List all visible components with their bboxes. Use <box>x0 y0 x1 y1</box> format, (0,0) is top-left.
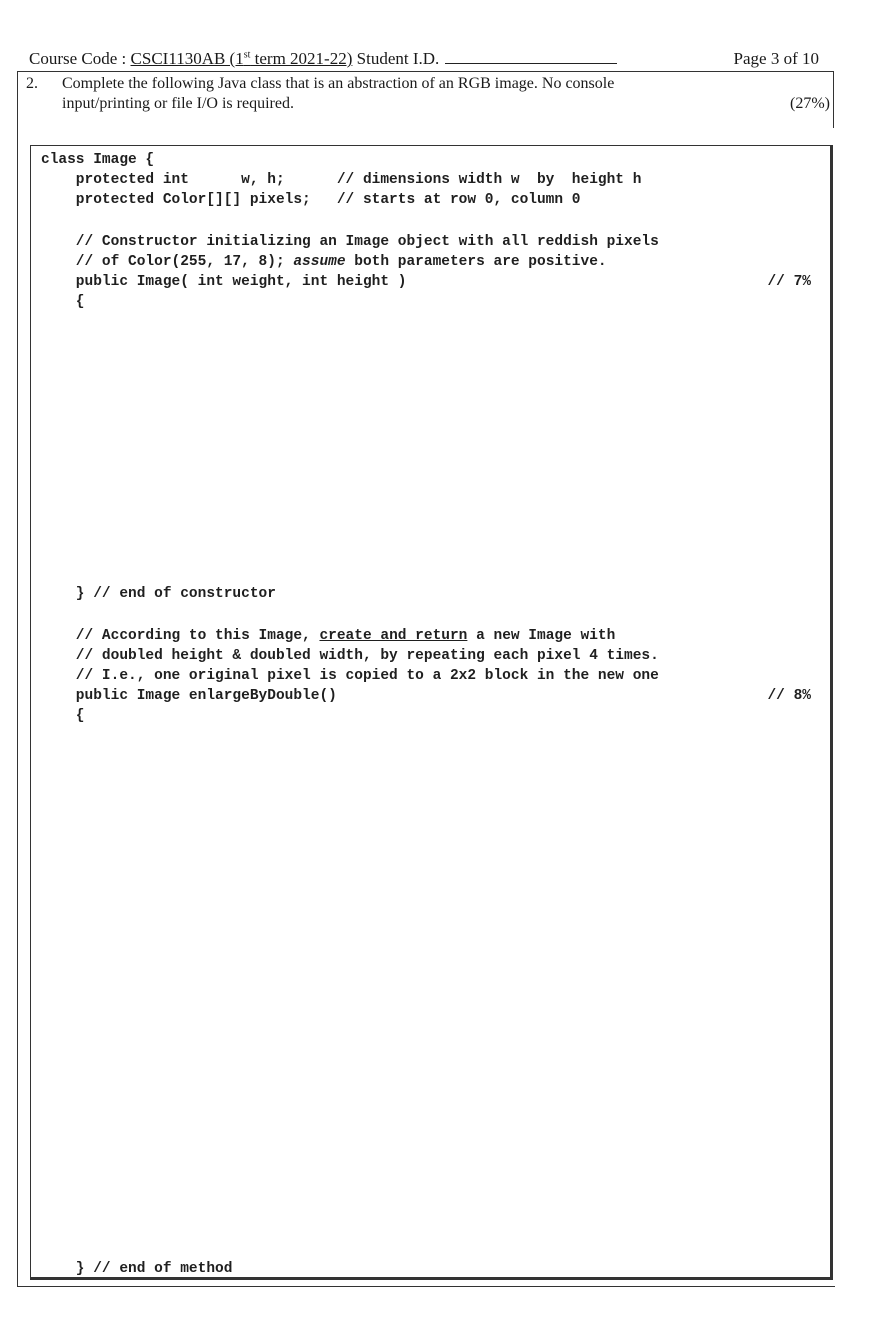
constructor-percent: // 7% <box>767 274 811 290</box>
code-line-comment-enlarge-1: // According to this Image, create and return a new Image with <box>41 628 616 644</box>
page-number: Page 3 of 10 <box>733 49 819 68</box>
code-line-comment-enlarge-2: // doubled height & doubled width, by repeating each pixel 4 times. <box>41 648 659 664</box>
outer-border-left <box>17 127 18 1287</box>
code-line-comment-constructor: // Constructor initializing an Image object with all reddish pixels <box>41 234 659 250</box>
question-text <box>62 74 762 114</box>
outer-border-bottom <box>17 1286 835 1287</box>
enlarge-percent: // 8% <box>767 688 811 704</box>
code-line-field-wh: protected int w, h; // dimensions width w by height h <box>41 172 642 188</box>
code-line-class-decl: class Image { <box>41 152 155 168</box>
question-number: 2. <box>26 75 38 92</box>
course-code-label: Course Code : <box>29 49 127 68</box>
code-line-field-pixels: protected Color[][] pixels; // starts at row 0, column 0 <box>41 192 581 208</box>
code-line-enlarge-signature: public Image enlargeByDouble() // 8% <box>41 688 811 704</box>
code-line-end-method: } // end of method <box>41 1261 233 1277</box>
code-line-end-constructor: } // end of constructor <box>41 586 276 602</box>
question-percent: (27%) <box>790 95 830 112</box>
question-header-box <box>17 71 834 128</box>
code-line-constructor-signature: public Image( int weight, int height ) // 7% <box>41 274 811 290</box>
code-line-comment-enlarge-3: // I.e., one original pixel is copied to a 2x2 block in the new one <box>41 668 659 684</box>
code-line-comment-color: // of Color(255, 17, 8); assume both parameters are positive. <box>41 254 607 270</box>
course-code: CSCI1130AB (1st term 2021-22) <box>130 49 353 68</box>
student-id-label: Student I.D. <box>356 49 440 68</box>
code-line-constructor-open-brace: { <box>41 294 85 310</box>
page-header <box>29 48 819 70</box>
student-id-field[interactable] <box>445 49 617 64</box>
code-line-enlarge-open-brace: { <box>41 708 85 724</box>
question-text-line-1: Complete the following Java class that is an abstraction of an RGB image. No console <box>62 75 615 92</box>
question-text-line-2: input/printing or file I/O is required. <box>62 95 294 112</box>
